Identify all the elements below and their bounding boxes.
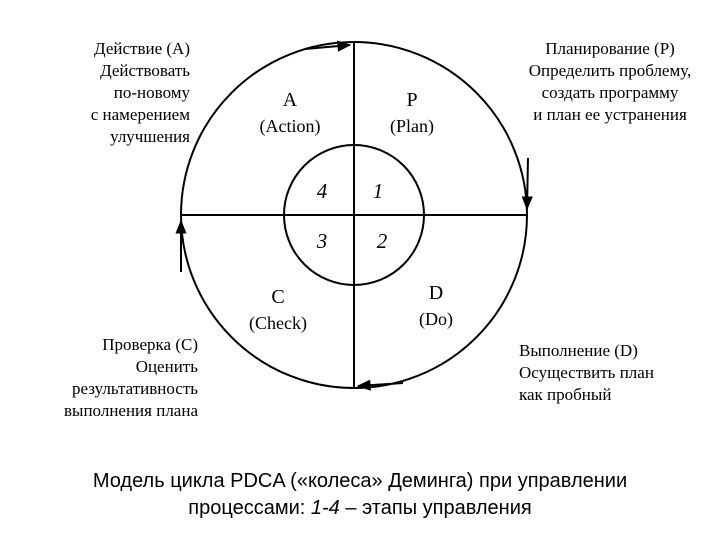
do-note-line: Выполнение (D) <box>519 341 638 360</box>
caption-suffix: – этапы управления <box>339 497 532 519</box>
check-note-line: Оценить <box>135 357 198 376</box>
figure-caption <box>0 468 720 522</box>
check-letter: C <box>271 286 285 308</box>
plan-word: (Plan) <box>390 116 434 136</box>
do-note-line: Осуществить план <box>519 363 654 382</box>
stage-3-number: 3 <box>316 229 328 253</box>
act-note-line: улучшения <box>110 127 190 146</box>
arrow-right-icon <box>527 158 528 209</box>
caption-prefix: процессами: <box>188 497 311 519</box>
stage-1-number: 1 <box>372 179 384 203</box>
check-description <box>64 334 198 422</box>
plan-note-line: Определить проблему, <box>528 61 692 80</box>
plan-letter: P <box>406 89 418 111</box>
check-word: (Check) <box>249 313 307 333</box>
do-word: (Do) <box>419 309 453 329</box>
plan-note-line: Планирование (Р) <box>545 39 675 58</box>
check-note-line: выполнения плана <box>64 401 198 420</box>
do-note-line: как пробный <box>519 385 612 404</box>
do-description <box>519 340 654 406</box>
do-letter: D <box>428 282 444 304</box>
stage-2-number: 2 <box>376 229 388 253</box>
act-letter: A <box>282 89 298 111</box>
act-description <box>91 38 190 148</box>
stage-4-number: 4 <box>316 179 328 203</box>
caption-line-1: Модель цикла PDCA («колеса» Деминга) при управлении <box>92 470 628 492</box>
check-note-line: Проверка (С) <box>102 335 198 354</box>
act-note-line: с намерением <box>90 105 190 124</box>
caption-stage-range: 1-4 <box>310 497 340 519</box>
act-note-line: Действие (А) <box>94 39 190 58</box>
caption-line-2 <box>0 495 720 522</box>
plan-description <box>510 38 710 126</box>
plan-note-line: и план ее устранения <box>533 105 687 124</box>
act-note-line: по-новому <box>113 83 190 102</box>
act-note-line: Действовать <box>100 61 190 80</box>
act-word: (Action) <box>259 116 321 136</box>
check-note-line: результативность <box>72 379 198 398</box>
plan-note-line: создать программу <box>541 83 679 102</box>
